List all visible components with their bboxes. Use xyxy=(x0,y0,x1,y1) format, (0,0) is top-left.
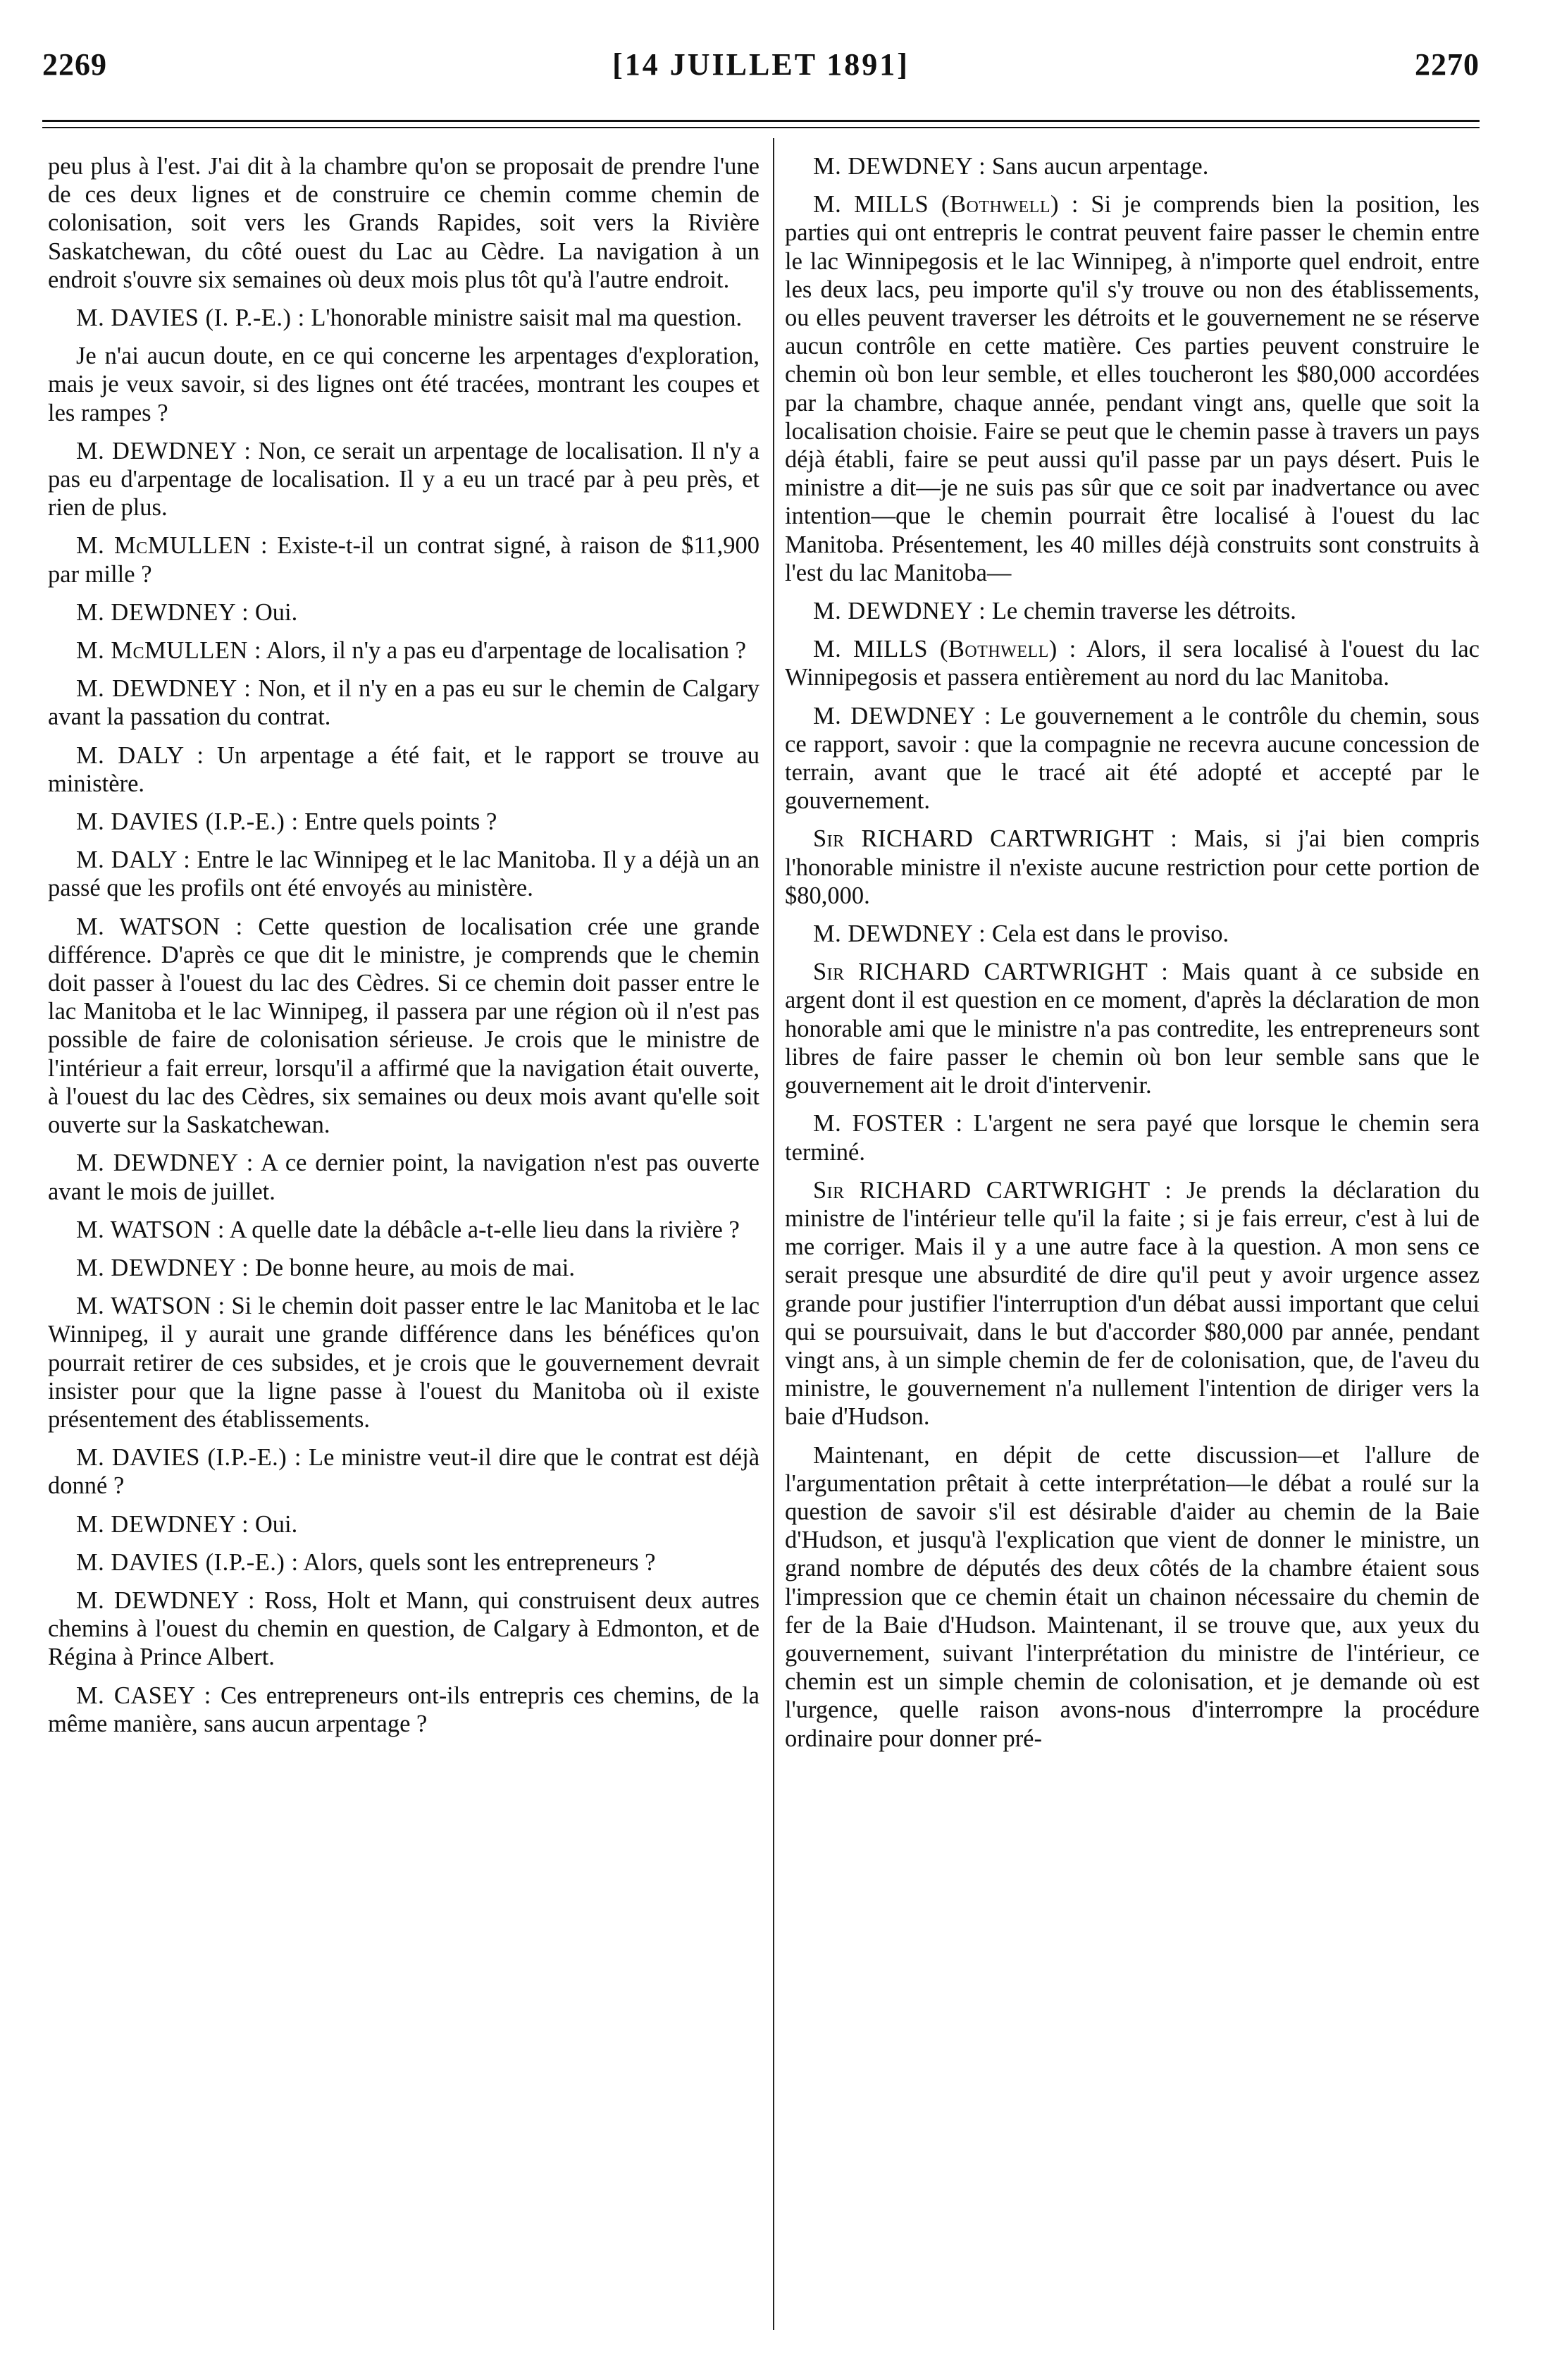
paragraph-text: Entre quels points ? xyxy=(304,808,497,836)
speaker-name: M. DEWDNEY : xyxy=(813,153,986,180)
left-column xyxy=(48,152,760,1748)
speaker-name: M. DEWDNEY : xyxy=(76,1510,249,1538)
paragraph xyxy=(48,741,760,798)
speaker-name: M. DEWDNEY : xyxy=(813,598,986,625)
paragraph xyxy=(785,958,1480,1099)
paragraph-text: Un arpentage a été fait, et le rapport se trouve au ministère. xyxy=(48,741,760,797)
page-number-left: 2269 xyxy=(42,47,107,82)
speaker-name: M. DAVIES (I.P.-E.) : xyxy=(76,808,299,836)
speaker-name: M. WATSON : xyxy=(76,1216,225,1243)
speaker-name: M. WATSON : xyxy=(76,1293,225,1320)
speaker-name: M. DEWDNEY : xyxy=(76,675,252,703)
speaker-name: M. DEWDNEY : xyxy=(76,1254,249,1281)
speaker-name: M. DAVIES (I.P.-E.) : xyxy=(76,1548,299,1576)
speaker-name: M. DALY : xyxy=(76,846,191,874)
paragraph-text: peu plus à l'est. J'ai dit à la chambre qu'on se proposait de prendre l'une de ces deux lignes et de construire ce chemin comme chemin de colonisation, soit vers les Grands Rapides, soit vers la Rivière Saskatchewan, du côté ouest du Lac au Cèdre. La navigation à un endroit s'ouvre six semaines où deux mois plus tôt qu'à l'autre endroit. xyxy=(48,153,760,293)
speaker-name: M. WATSON : xyxy=(76,913,243,940)
paragraph-text: Oui. xyxy=(254,1510,298,1538)
right-column xyxy=(785,152,1480,1763)
paragraph xyxy=(785,1109,1480,1166)
paragraph-text: Non, ce serait un arpentage de localisation. Il n'y a pas eu d'arpentage de localisation. Il y a eu un tracé par à peu près, et rien de plus. xyxy=(48,437,760,522)
paragraph xyxy=(48,1292,760,1433)
paragraph-text: Alors, il n'y a pas eu d'arpentage de localisation ? xyxy=(266,637,746,665)
header-date: [14 JUILLET 1891] xyxy=(612,47,910,82)
paragraph xyxy=(785,152,1480,180)
speaker-name: M. McMULLEN : xyxy=(76,637,262,665)
speaker-name: M. DAVIES (I.P.-E.) : xyxy=(76,1444,302,1472)
header-rule xyxy=(42,120,1480,122)
paragraph xyxy=(785,702,1480,815)
paragraph-text: A ce dernier point, la navigation n'est pas ouverte avant le mois de juillet. xyxy=(48,1149,760,1205)
paragraph-text: Existe-t-il un contrat signé, à raison de $11,900 par mille ? xyxy=(48,532,760,588)
paragraph-text: Mais quant à ce subside en argent dont il est question en ce moment, d'après la déclaration de mon honorable ami que le ministre n'a pas contredite, les entrepreneurs sont libres de faire passer le chemin où bon leur semble sans que le gouvernement ait le droit d'intervenir. xyxy=(785,958,1480,1099)
paragraph xyxy=(48,1682,760,1738)
paragraph-text: Maintenant, en dépit de cette discussion—et l'allure de l'argumentation prêtait à cette interprétation—le débat a roulé sur la question de savoir s'il est désirable d'aider au chemin de la Baie d'Hudson, et jusqu'à l'explication que vient de donner le ministre, un grand nombre de députés des deux côtés de la chambre étaient sous l'impression que ce chemin était un chainon nécessaire du chemin de fer de la Baie d'Hudson. Maintenant, il se trouve que, aux yeux du gouvernement, suivant l'interprétation du ministre de l'intérieur, ce chemin est un simple chemin de colonisation, et je demande où est l'urgence, quelle raison avons-nous d'interrompre la procédure ordinaire pour donner pré- xyxy=(785,1441,1480,1752)
paragraph xyxy=(48,1443,760,1500)
speaker-name: M. DEWDNEY : xyxy=(76,598,249,626)
paragraph xyxy=(48,1149,760,1205)
speaker-name: M. DEWDNEY : xyxy=(813,920,986,948)
paragraph-text: Si le chemin doit passer entre le lac Manitoba et le lac Winnipeg, il y aurait une grande différence dans les bénéfices qu'on pourrait retirer de ces subsides, et je crois que le gouvernement devrait insister pour que la ligne passe à l'ouest du Manitoba où il existe présentement des établissements. xyxy=(48,1293,760,1433)
paragraph-text: Cela est dans le proviso. xyxy=(991,920,1229,948)
speaker-name: M. CASEY : xyxy=(76,1682,211,1709)
speaker-name: M. DEWDNEY : xyxy=(76,1149,254,1177)
paragraph-text: L'argent ne sera payé que lorsque le chemin sera terminé. xyxy=(785,1110,1480,1166)
paragraph xyxy=(785,190,1480,587)
paragraph-text: L'honorable ministre saisit mal ma question. xyxy=(311,304,743,332)
paragraph xyxy=(48,598,760,627)
paragraph xyxy=(48,342,760,427)
speaker-name: M. MILLS (Bothwell) : xyxy=(813,191,1079,218)
paragraph-text: Cette question de localisation crée une grande différence. D'après ce que dit le ministre, je comprends que le chemin doit passer à l'ouest du lac des Cèdres. Si ce chemin doit passer entre le lac Manitoba et le lac Winnipeg, il passera par une région où il n'est pas possible de faire de colonisation sérieuse. Je crois que le ministre de l'intérieur a fait erreur, lorsqu'il a affirmé que la navigation était ouverte, à l'ouest du lac des Cèdres, six semaines ou deux mois avant qu'elle soit ouverte sur la Saskatchewan. xyxy=(48,913,760,1139)
page-number-right: 2270 xyxy=(1415,47,1480,82)
speaker-name: M. FOSTER : xyxy=(813,1110,963,1137)
paragraph xyxy=(785,1441,1480,1753)
speaker-name: M. DALY : xyxy=(76,741,204,769)
paragraph xyxy=(48,152,760,294)
paragraph-text: Mais, si j'ai bien compris l'honorable ministre il n'existe aucune restriction pour cette portion de $80,000. xyxy=(785,825,1480,909)
paragraph xyxy=(48,913,760,1140)
paragraph xyxy=(785,825,1480,910)
speaker-name: M. DAVIES (I. P.-E.) : xyxy=(76,304,305,332)
paragraph-text: Oui. xyxy=(254,598,298,626)
paragraph xyxy=(48,1548,760,1577)
paragraph xyxy=(48,846,760,902)
paragraph-text: Le gouvernement a le contrôle du chemin, sous ce rapport, savoir : que la compagnie ne recevra aucune concession de terrain, avant que le tracé ait été adopté et accepté par le gouvernement. xyxy=(785,702,1480,815)
paragraph-text: Entre le lac Winnipeg et le lac Manitoba. Il y a déjà un an passé que les profils ont été envoyés au ministère. xyxy=(48,846,760,902)
paragraph xyxy=(48,1216,760,1244)
paragraph xyxy=(785,920,1480,948)
paragraph-text: Je n'ai aucun doute, en ce qui concerne les arpentages d'exploration, mais je veux savoir, si des lignes ont été tracées, montrant les coupes et les rampes ? xyxy=(48,343,760,426)
speaker-name: M. DEWDNEY : xyxy=(813,702,991,729)
paragraph-text: Non, et il n'y en a pas eu sur le chemin de Calgary avant la passation du contrat. xyxy=(48,675,760,731)
speaker-name: M. DEWDNEY : xyxy=(76,1586,256,1614)
speaker-name: M. MILLS (Bothwell) : xyxy=(813,636,1077,663)
header-rule-double xyxy=(42,127,1480,128)
speaker-name: M. DEWDNEY : xyxy=(76,437,252,464)
paragraph-text: Je prends la déclaration du ministre de l'intérieur telle qu'il la faite ; si je fais erreur, c'est à lui de me corriger. Mais il y a une autre face à la question. A mon sens ce serait presque une absurdité de dire qu'il peut y avoir urgence assez grande pour justifier l'interruption d'un débat aussi important que celui qui se poursuivait, dans le but d'accorder $80,000 par année, pendant vingt ans, à un simple chemin de fer de colonisation, que, de l'aveu du ministre, le gouvernement n'a nullement l'intention de diriger vers la baie d'Hudson. xyxy=(785,1176,1480,1431)
paragraph-text: Le chemin traverse les détroits. xyxy=(991,598,1296,625)
speaker-name: Sir RICHARD CARTWRIGHT : xyxy=(813,958,1169,986)
paragraph xyxy=(48,674,760,731)
page-header xyxy=(42,47,1480,96)
paragraph xyxy=(48,437,760,522)
speaker-name: Sir RICHARD CARTWRIGHT : xyxy=(813,825,1178,853)
paragraph xyxy=(48,531,760,588)
paragraph-text: De bonne heure, au mois de mai. xyxy=(254,1254,575,1281)
speaker-name: M. McMULLEN : xyxy=(76,532,268,560)
paragraph xyxy=(785,597,1480,625)
paragraph xyxy=(48,636,760,665)
paragraph xyxy=(785,635,1480,691)
paragraph xyxy=(48,304,760,332)
paragraph-text: Ross, Holt et Mann, qui construisent deux autres chemins à l'ouest du chemin en question, de Calgary à Edmonton, et de Régina à Prince Albert. xyxy=(48,1586,760,1671)
paragraph-text: Le ministre veut-il dire que le contrat est déjà donné ? xyxy=(48,1444,760,1500)
paragraph xyxy=(785,1176,1480,1431)
paragraph-text: Si je comprends bien la position, les parties qui ont entrepris le contrat peuvent faire passer le chemin entre le lac Winnipegosis et le lac Winnipeg, à n'importe quel endroit, entre les deux lacs, peu importe qu'il s'y trouve ou non des établissements, ou elles peuvent traverser les détroits et le gouvernement ne se réserve aucun contrôle en cette matière. Ces parties peuvent construire le chemin où bon leur semble, et elles toucheront les $80,000 accordées par la chambre, chaque année, pendant vingt ans, quelle que soit la localisation choisie. Faire se peut que le chemin passe à travers un pays déjà établi, faire se peut aussi qu'il passe par un pays désert. Puis le ministre a dit—je ne suis pas sûr que ce soit par inadvertance ou avec intention—que le chemin pourrait être localisé à l'ouest du lac Manitoba. Présentement, les 40 milles déjà construits sont construits à l'est du lac Manitoba— xyxy=(785,191,1480,586)
paragraph-text: Ces entrepreneurs ont-ils entrepris ces chemins, de la même manière, sans aucun arpentage ? xyxy=(48,1682,760,1737)
paragraph-text: A quelle date la débâcle a-t-elle lieu dans la rivière ? xyxy=(229,1216,740,1243)
paragraph-text: Sans aucun arpentage. xyxy=(991,153,1209,180)
paragraph xyxy=(48,1510,760,1539)
speaker-name: Sir RICHARD CARTWRIGHT : xyxy=(813,1176,1172,1204)
column-separator xyxy=(773,138,774,2330)
paragraph xyxy=(48,1586,760,1672)
paragraph-text: Alors, quels sont les entrepreneurs ? xyxy=(303,1548,656,1576)
paragraph-text: Alors, il sera localisé à l'ouest du lac Winnipegosis et passera entièrement au nord du lac Manitoba. xyxy=(785,636,1480,691)
paragraph xyxy=(48,808,760,836)
paragraph xyxy=(48,1254,760,1282)
